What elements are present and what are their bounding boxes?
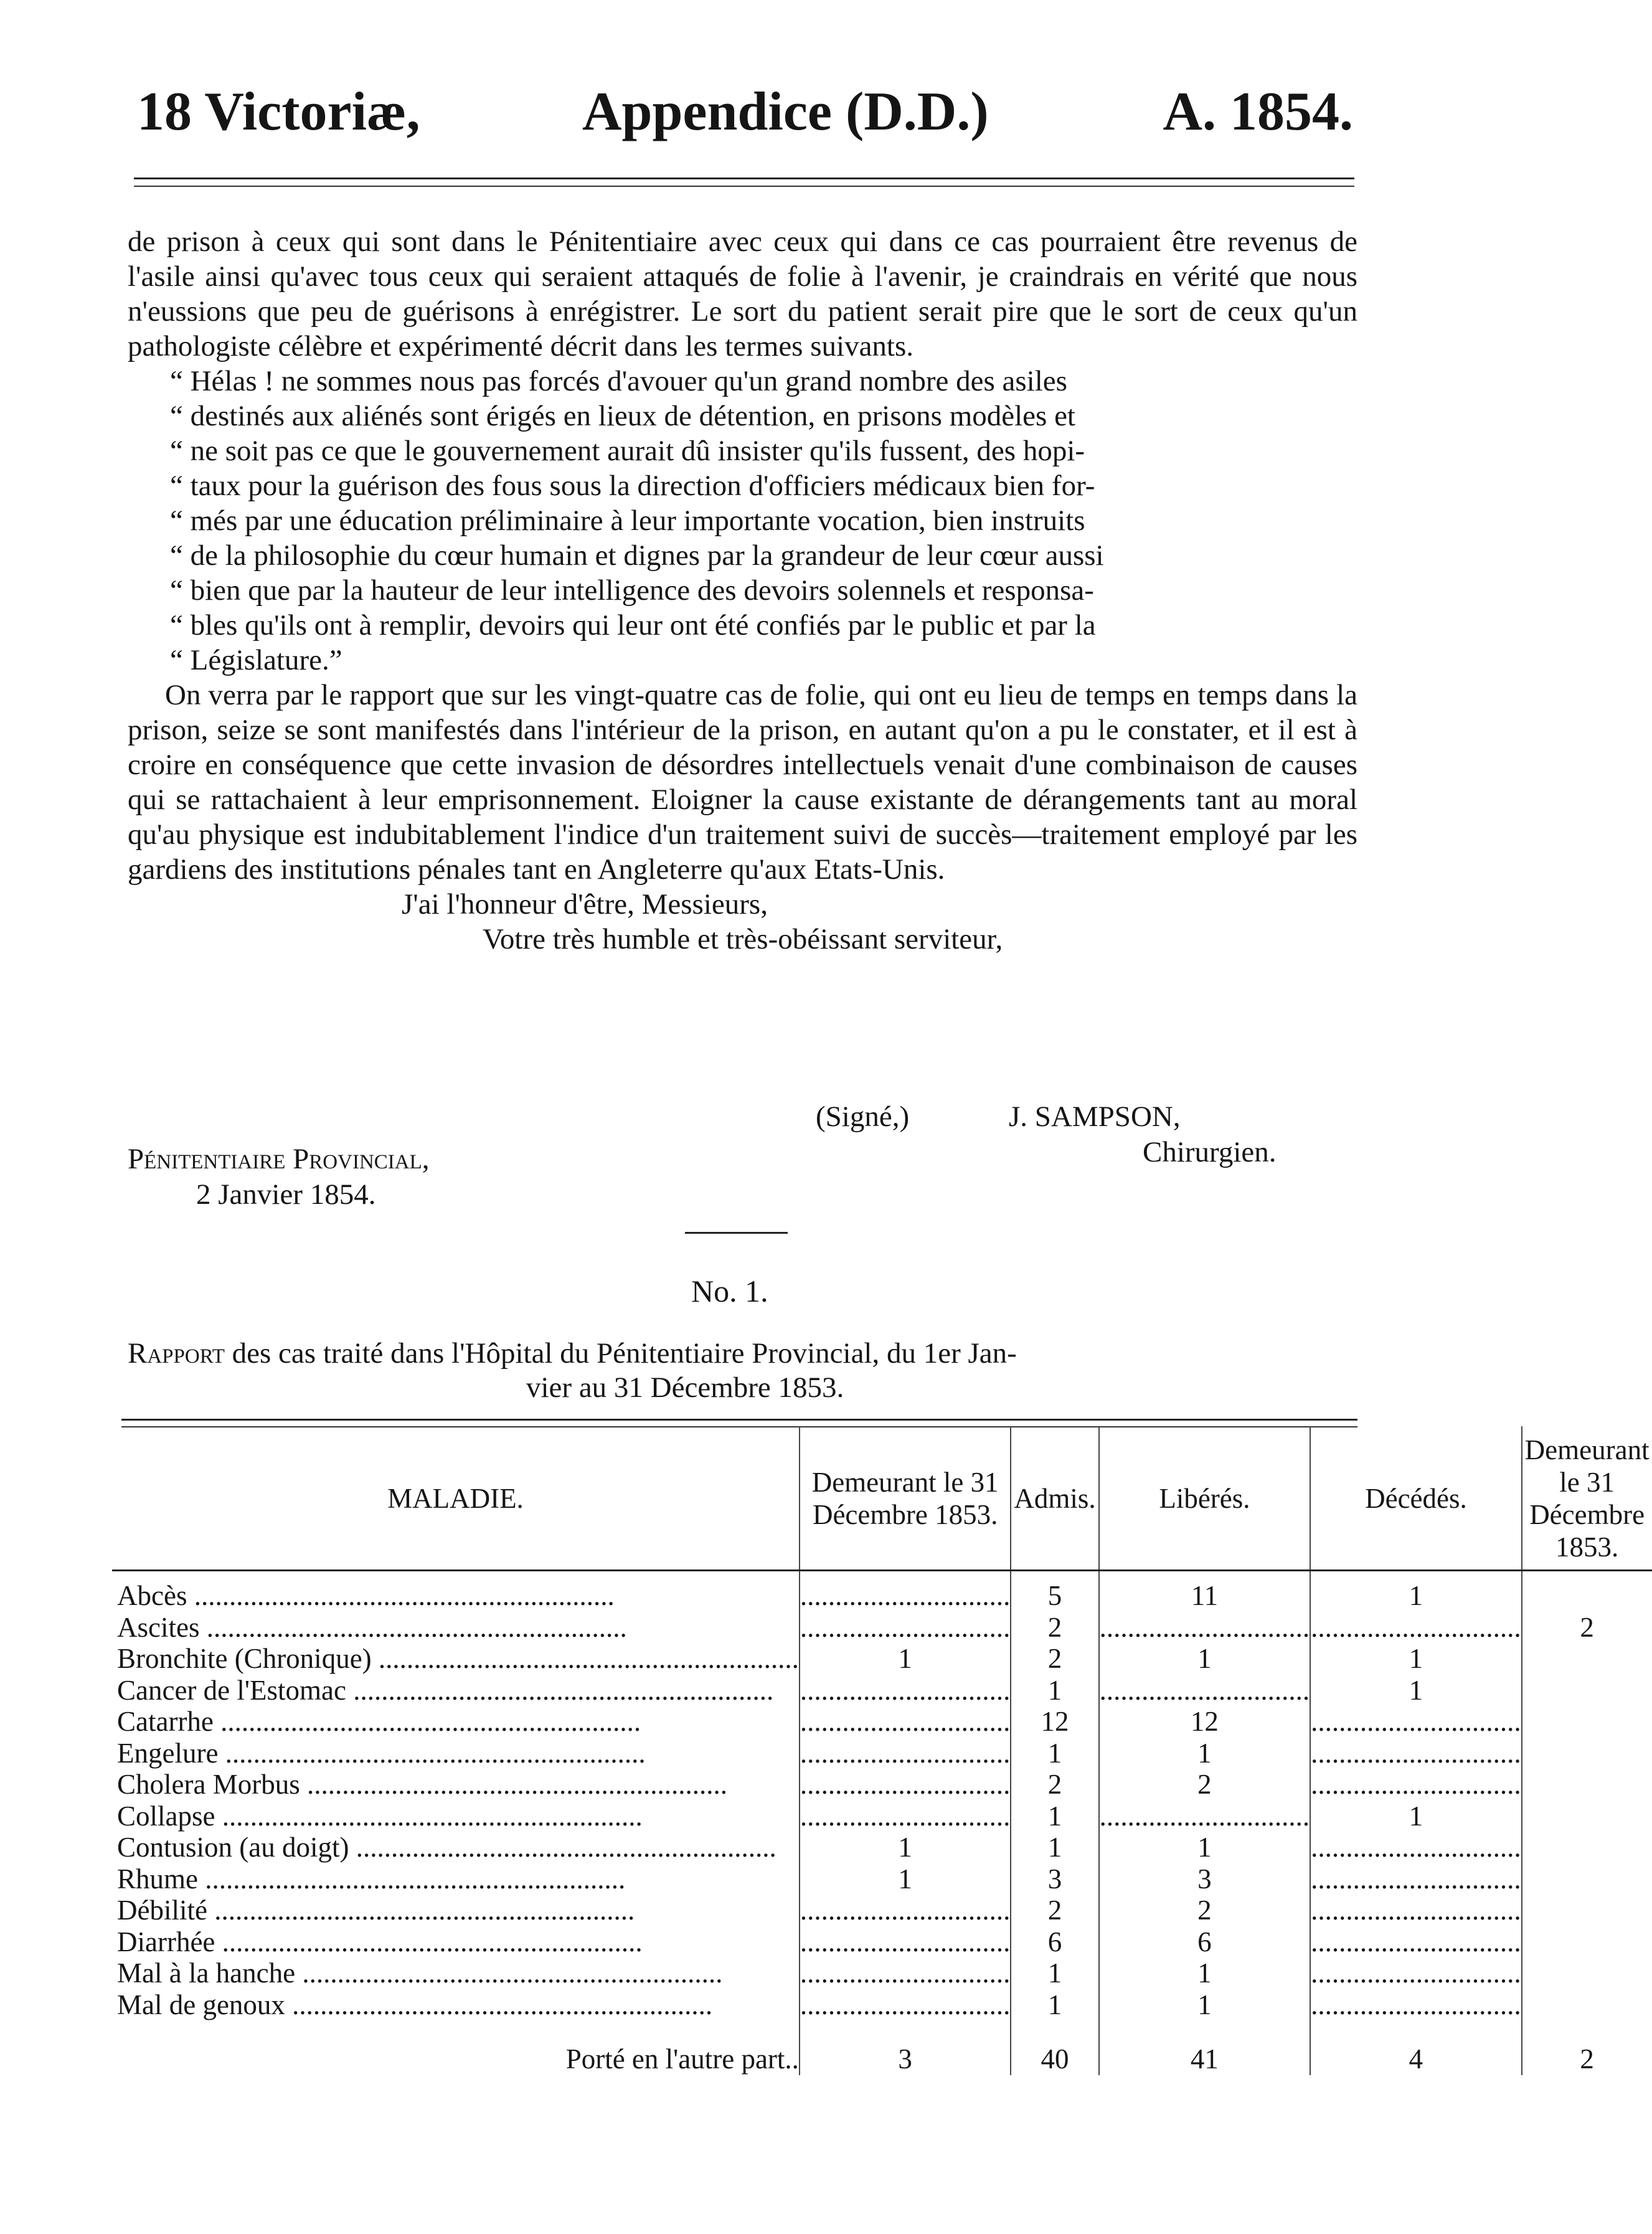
cell-deceased: .............................. [1311, 1611, 1521, 1643]
quote-line: “ destinés aux aliénés sont érigés en lieux de détention, en prisons modèles et [170, 400, 1075, 432]
cell-total-discharged: 41 [1099, 2020, 1311, 2075]
quote-line: “ més par une éducation préliminaire à leur importante vocation, bien instruits [170, 504, 1085, 537]
cell-deceased: .............................. [1311, 1769, 1521, 1800]
cell-discharged: 1 [1099, 1643, 1311, 1675]
cell-admitted: 2 [1011, 1895, 1098, 1926]
cell-remaining-end [1522, 1769, 1652, 1801]
cell-remaining-end [1522, 1895, 1652, 1926]
header-center: Appendice (D.D.) [582, 82, 989, 142]
cell-total-remaining-start: 3 [800, 2020, 1011, 2075]
cell-admitted: 1 [1011, 1832, 1098, 1863]
cell-remaining-start: .............................. [800, 1706, 1011, 1737]
cell-discharged: 2 [1099, 1895, 1311, 1926]
cell-remaining-end [1522, 1643, 1652, 1675]
report-title-line-1 [128, 1336, 1017, 1371]
cell-deceased: .............................. [1311, 1832, 1521, 1863]
cell-admitted: 2 [1011, 1769, 1098, 1801]
col-header-remaining-end: Demeurant le 31 Décembre 1853. [1522, 1426, 1652, 1571]
cell-remaining-end [1522, 1863, 1652, 1895]
cell-remaining-end [1522, 1801, 1652, 1832]
letter-paragraph-1: de prison à ceux qui sont dans le Pénitentiaire avec ceux qui dans ce cas pourraient être revenus de l'asile ainsi qu'avec tous ceux qui seraient attaqués de folie à l'avenir, je craindrais en vérité que nous n'eussions que peu de guérisons à enrégistrer. Le sort du patient serait pire que le sort de ceux qu'un pathologiste célèbre et expérimenté décrit dans les termes suivants. [128, 225, 1357, 362]
cell-remaining-end [1522, 1832, 1652, 1863]
section-divider [685, 1232, 788, 1234]
cell-remaining-start: 1 [800, 1863, 1011, 1895]
cell-remaining-end [1522, 1989, 1652, 2021]
table-spacer [112, 1571, 1652, 1581]
table-row [112, 1895, 1652, 1926]
table-row [112, 1612, 1652, 1644]
signed-note: (Signé,) [816, 1100, 910, 1133]
col-header-discharged: Libérés. [1099, 1426, 1311, 1571]
cell-deceased: .............................. [1311, 1926, 1521, 1957]
table-row [112, 1675, 1652, 1706]
cell-remaining-end [1522, 1926, 1652, 1958]
cell-remaining-start: 1 [800, 1643, 1011, 1675]
cell-remaining-start: .............................. [800, 1895, 1011, 1926]
cell-admitted: 5 [1011, 1580, 1098, 1612]
cell-disease: Rhume ............................................................ [117, 1863, 626, 1895]
cell-deceased: .............................. [1311, 1989, 1521, 2020]
cell-remaining-end [1522, 1706, 1652, 1738]
col-header-admitted: Admis. [1011, 1426, 1098, 1571]
table-row [112, 1926, 1652, 1958]
cell-remaining-start: .............................. [800, 1674, 1011, 1706]
cell-deceased: .............................. [1311, 1895, 1521, 1926]
cell-discharged: 1 [1099, 1957, 1311, 1989]
cell-deceased: .............................. [1311, 1737, 1521, 1769]
cell-deceased: 1 [1310, 1801, 1522, 1832]
cell-total-admitted: 40 [1011, 2020, 1098, 2075]
header-left: 18 Victoriæ, [137, 82, 420, 142]
cell-disease: Engelure ............................................................ [117, 1737, 646, 1769]
cell-remaining-start: .............................. [800, 1611, 1011, 1643]
cell-disease: Cancer de l'Estomac ............................................................ [117, 1674, 774, 1706]
cell-remaining-end: 2 [1522, 1612, 1652, 1644]
quote-line: “ bles qu'ils ont à remplir, devoirs qui leur ont été confiés par le public et par la [170, 609, 1096, 641]
cell-remaining-start: .............................. [800, 1769, 1011, 1800]
quotation [128, 364, 1357, 678]
table-rule-top [121, 1419, 1357, 1421]
cell-discharged: .............................. [1099, 1611, 1310, 1643]
col-header-remaining-start: Demeurant le 31 Décembre 1853. [800, 1426, 1011, 1571]
cell-remaining-start: .............................. [800, 1989, 1011, 2020]
place-line: Pénitentiaire Provincial, [128, 1143, 430, 1175]
cell-total-label: Porté en l'autre part.. [565, 2043, 799, 2075]
table-row [112, 1738, 1652, 1769]
header-rule-top [134, 177, 1354, 179]
cell-remaining-start: .............................. [800, 1580, 1011, 1611]
signature-name: J. SAMPSON, [1009, 1100, 1181, 1133]
letter-body [128, 224, 1357, 957]
header-right: A. 1854. [1163, 82, 1353, 142]
cell-deceased: 1 [1310, 1580, 1522, 1612]
cell-discharged: 3 [1099, 1863, 1311, 1895]
table-row [112, 1832, 1652, 1863]
cell-disease: Collapse ............................................................ [117, 1800, 643, 1832]
cell-remaining-start: .............................. [800, 1957, 1011, 1989]
table-row [112, 1957, 1652, 1989]
col-header-deceased: Décédés. [1310, 1426, 1522, 1571]
cell-admitted: 6 [1011, 1926, 1098, 1958]
cell-admitted: 2 [1011, 1612, 1098, 1644]
cell-deceased: .............................. [1311, 1957, 1521, 1989]
quote-line: “ Législature.” [170, 644, 342, 676]
cell-admitted: 2 [1011, 1643, 1098, 1675]
table-row [112, 1706, 1652, 1738]
cell-admitted: 1 [1011, 1957, 1098, 1989]
cell-total-deceased: 4 [1310, 2020, 1522, 2075]
cell-remaining-end [1522, 1580, 1652, 1612]
cell-disease: Diarrhée ............................................................ [117, 1926, 643, 1957]
closing-line-1: J'ai l'honneur d'être, Messieurs, [402, 888, 768, 921]
cell-deceased: .............................. [1311, 1863, 1521, 1895]
quote-line: “ Hélas ! ne sommes nous pas forcés d'avouer qu'un grand nombre des asiles [170, 365, 1067, 397]
table-row [112, 1863, 1652, 1895]
table-total-row [112, 2020, 1652, 2075]
table-row [112, 1769, 1652, 1801]
cell-remaining-start: .............................. [800, 1926, 1011, 1957]
cell-disease: Bronchite (Chronique) ............................................................ [117, 1643, 799, 1674]
quote-line: “ taux pour la guérison des fous sous la direction d'officiers médicaux bien for- [170, 470, 1095, 502]
cell-deceased: 1 [1310, 1675, 1522, 1706]
cell-discharged: .............................. [1099, 1674, 1310, 1706]
cell-disease: Cholera Morbus ............................................................ [117, 1769, 727, 1800]
table-row [112, 1643, 1652, 1675]
cell-discharged: 12 [1099, 1706, 1311, 1738]
cell-admitted: 3 [1011, 1863, 1098, 1895]
cell-remaining-end [1522, 1675, 1652, 1706]
cell-remaining-end [1522, 1738, 1652, 1769]
cell-discharged: 1 [1099, 1832, 1311, 1863]
cell-remaining-end [1522, 1957, 1652, 1989]
cell-total-remaining-end: 2 [1522, 2020, 1652, 2075]
cell-disease: Débilité ............................................................ [117, 1895, 635, 1926]
signature-title: Chirurgien. [1143, 1136, 1277, 1168]
cell-discharged: 11 [1099, 1580, 1311, 1612]
cell-disease: Contusion (au doigt) ............................................................ [117, 1832, 776, 1863]
cell-discharged: 2 [1099, 1769, 1311, 1801]
report-table [112, 1426, 1652, 2075]
cell-discharged: 1 [1099, 1989, 1311, 2021]
cell-discharged: 6 [1099, 1926, 1311, 1958]
date-line: 2 Janvier 1854. [196, 1178, 376, 1211]
report-title-line-2: vier au 31 Décembre 1853. [526, 1371, 844, 1404]
cell-admitted: 1 [1011, 1989, 1098, 2021]
report-title-text: des cas traité dans l'Hôpital du Pénitentiaire Provincial, du 1er Jan- [232, 1337, 1017, 1370]
report-number: No. 1. [691, 1274, 768, 1309]
cell-disease: Abcès ............................................................ [117, 1580, 615, 1611]
cell-disease: Ascites ............................................................ [117, 1611, 627, 1643]
report-title-lead: Rapport [128, 1337, 225, 1370]
cell-admitted: 1 [1011, 1801, 1098, 1832]
cell-remaining-start: .............................. [800, 1800, 1011, 1832]
table-row [112, 1801, 1652, 1832]
table-row [112, 1580, 1652, 1612]
cell-disease: Mal à la hanche ............................................................ [117, 1957, 723, 1989]
cell-admitted: 1 [1011, 1675, 1098, 1706]
cell-deceased: 1 [1310, 1643, 1522, 1675]
cell-remaining-start: .............................. [800, 1737, 1011, 1769]
cell-admitted: 1 [1011, 1738, 1098, 1769]
cell-admitted: 12 [1011, 1706, 1098, 1738]
cell-deceased: .............................. [1311, 1706, 1521, 1737]
quote-line: “ ne soit pas ce que le gouvernement aurait dû insister qu'ils fussent, des hopi- [170, 435, 1085, 467]
closing-line-2: Votre très humble et très-obéissant serviteur, [483, 923, 1003, 955]
cell-disease: Catarrhe ............................................................ [117, 1706, 641, 1737]
cell-disease: Mal de genoux ............................................................ [117, 1989, 713, 2020]
table-header-row [112, 1426, 1652, 1571]
cell-discharged: 1 [1099, 1738, 1311, 1769]
quote-line: “ bien que par la hauteur de leur intelligence des devoirs solennels et responsa- [170, 574, 1094, 607]
table-row [112, 1989, 1652, 2021]
header-rule-bottom [134, 186, 1354, 187]
col-header-disease: MALADIE. [112, 1426, 800, 1571]
cell-remaining-start: 1 [800, 1832, 1011, 1863]
letter-paragraph-2: On verra par le rapport que sur les vingt-quatre cas de folie, qui ont eu lieu de temps en temps dans la prison, seize se sont manifestés dans l'intérieur de la prison, en autant qu'on a pu le constater, et il est à croire en conséquence que cette invasion de désordres intellectuels venait d'une combinaison de causes qui se rattachaient à leur emprisonnement. Eloigner la cause existante de dérangements tant au moral qu'au physique est indubitablement l'indice d'un traitement suivi de succès—traitement employé par les gardiens des institutions pénales tant en Angleterre qu'aux Etats-Unis. [128, 679, 1357, 886]
cell-discharged: .............................. [1099, 1800, 1310, 1832]
quote-line: “ de la philosophie du cœur humain et dignes par la grandeur de leur cœur aussi [170, 539, 1104, 572]
